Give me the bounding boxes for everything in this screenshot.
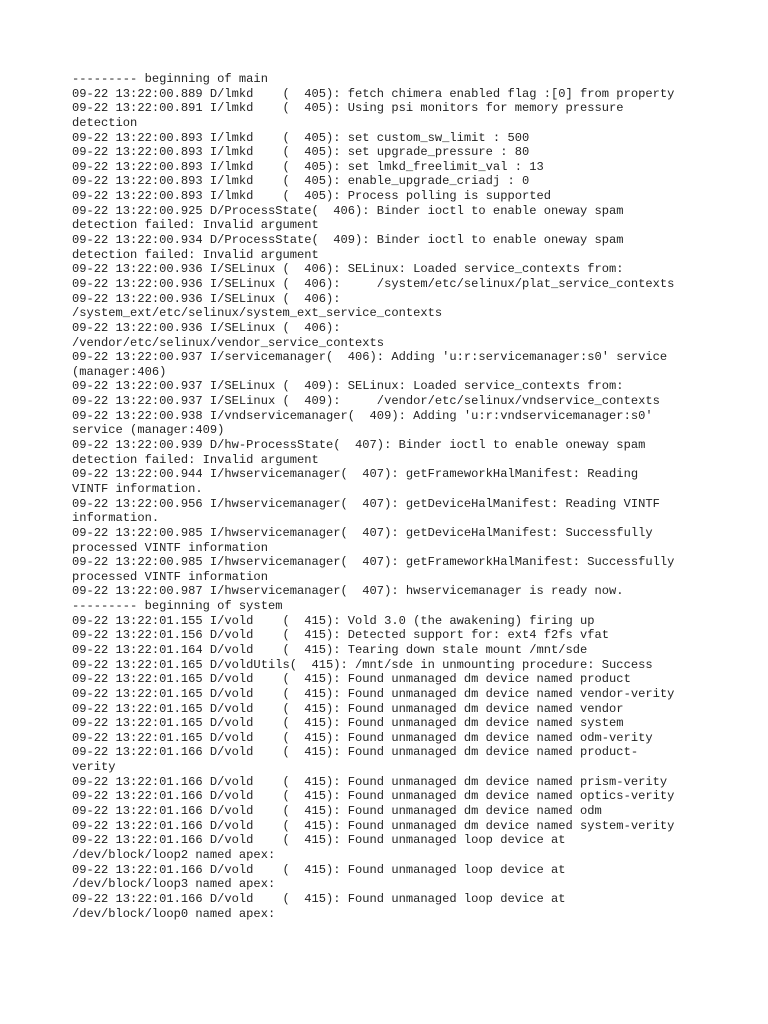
log-line: 09-22 13:22:01.165 D/vold ( 415): Found unmanaged dm device named system xyxy=(72,716,624,731)
log-line: service (manager:409) xyxy=(72,423,225,438)
log-line: processed VINTF information xyxy=(72,569,268,584)
log-line: 09-22 13:22:01.165 D/voldUtils( 415): /mnt/sde in unmounting procedure: Success xyxy=(72,657,653,672)
log-line: 09-22 13:22:00.936 I/SELinux ( 406): SELinux: Loaded service_contexts from: xyxy=(72,262,624,277)
log-line: 09-22 13:22:00.893 I/lmkd ( 405): set custom_sw_limit : 500 xyxy=(72,130,530,145)
log-line: detection failed: Invalid argument xyxy=(72,452,319,467)
log-line: 09-22 13:22:01.166 D/vold ( 415): Found unmanaged loop device at xyxy=(72,862,566,877)
log-line: 09-22 13:22:00.925 D/ProcessState( 406): Binder ioctl to enable oneway spam xyxy=(72,203,624,218)
log-line: 09-22 13:22:00.937 I/SELinux ( 409): /vendor/etc/selinux/vndservice_contexts xyxy=(72,394,660,409)
log-line: 09-22 13:22:01.155 I/vold ( 415): Vold 3.0 (the awakening) firing up xyxy=(72,613,595,628)
log-line: 09-22 13:22:01.166 D/vold ( 415): Found unmanaged dm device named product- xyxy=(72,745,639,760)
log-line: detection failed: Invalid argument xyxy=(72,247,319,262)
log-line: 09-22 13:22:00.985 I/hwservicemanager( 407): getDeviceHalManifest: Successfully xyxy=(72,525,653,540)
log-line: 09-22 13:22:01.166 D/vold ( 415): Found unmanaged dm device named prism-verity xyxy=(72,774,668,789)
log-line: 09-22 13:22:01.165 D/vold ( 415): Found unmanaged dm device named vendor xyxy=(72,701,624,716)
log-line: 09-22 13:22:00.987 I/hwservicemanager( 407): hwservicemanager is ready now. xyxy=(72,584,624,599)
log-line: /dev/block/loop2 named apex: xyxy=(72,847,276,862)
log-line: 09-22 13:22:01.166 D/vold ( 415): Found unmanaged loop device at xyxy=(72,891,566,906)
log-line: 09-22 13:22:01.166 D/vold ( 415): Found unmanaged dm device named odm xyxy=(72,804,602,819)
log-line: 09-22 13:22:01.165 D/vold ( 415): Found unmanaged dm device named product xyxy=(72,672,631,687)
log-line: 09-22 13:22:01.166 D/vold ( 415): Found unmanaged dm device named optics-verity xyxy=(72,789,675,804)
log-line: 09-22 13:22:01.165 D/vold ( 415): Found unmanaged dm device named odm-verity xyxy=(72,730,653,745)
log-line: /dev/block/loop3 named apex: xyxy=(72,877,276,892)
log-line: 09-22 13:22:00.938 I/vndservicemanager( 409): Adding 'u:r:vndservicemanager:s0' xyxy=(72,408,653,423)
log-line: /system_ext/etc/selinux/system_ext_service_contexts xyxy=(72,306,443,321)
log-line: 09-22 13:22:01.166 D/vold ( 415): Found unmanaged loop device at xyxy=(72,833,566,848)
log-line: 09-22 13:22:00.937 I/servicemanager( 406): Adding 'u:r:servicemanager:s0' service xyxy=(72,350,668,365)
log-line: 09-22 13:22:00.937 I/SELinux ( 409): SELinux: Loaded service_contexts from: xyxy=(72,379,624,394)
log-line: /vendor/etc/selinux/vendor_service_contexts xyxy=(72,335,385,350)
log-line: (manager:406) xyxy=(72,364,167,379)
log-line: information. xyxy=(72,511,160,526)
log-line: 09-22 13:22:00.889 D/lmkd ( 405): fetch chimera enabled flag :[0] from property xyxy=(72,86,675,101)
log-line: 09-22 13:22:00.956 I/hwservicemanager( 407): getDeviceHalManifest: Reading VINTF xyxy=(72,496,660,511)
log-line: 09-22 13:22:01.156 D/vold ( 415): Detected support for: ext4 f2fs vfat xyxy=(72,628,610,643)
log-line: 09-22 13:22:00.893 I/lmkd ( 405): enable_upgrade_criadj : 0 xyxy=(72,174,530,189)
log-document xyxy=(72,72,712,921)
log-line: detection failed: Invalid argument xyxy=(72,218,319,233)
log-line: 09-22 13:22:00.893 I/lmkd ( 405): set upgrade_pressure : 80 xyxy=(72,145,530,160)
log-line: 09-22 13:22:00.944 I/hwservicemanager( 407): getFrameworkHalManifest: Reading xyxy=(72,467,639,482)
log-line: 09-22 13:22:00.893 I/lmkd ( 405): set lmkd_freelimit_val : 13 xyxy=(72,159,544,174)
log-line: 09-22 13:22:00.893 I/lmkd ( 405): Process polling is supported xyxy=(72,189,551,204)
log-line: 09-22 13:22:00.934 D/ProcessState( 409): Binder ioctl to enable oneway spam xyxy=(72,233,624,248)
log-line: detection xyxy=(72,115,138,130)
log-line: 09-22 13:22:00.891 I/lmkd ( 405): Using psi monitors for memory pressure xyxy=(72,101,624,116)
log-line: verity xyxy=(72,760,116,775)
log-line: --------- beginning of main xyxy=(72,72,268,86)
log-line: 09-22 13:22:01.166 D/vold ( 415): Found unmanaged dm device named system-verity xyxy=(72,818,675,833)
log-line: processed VINTF information xyxy=(72,540,268,555)
log-line: VINTF information. xyxy=(72,481,203,496)
log-line: 09-22 13:22:00.936 I/SELinux ( 406): xyxy=(72,320,341,335)
log-line: /dev/block/loop0 named apex: xyxy=(72,906,276,921)
log-line: 09-22 13:22:01.164 D/vold ( 415): Tearing down stale mount /mnt/sde xyxy=(72,642,588,657)
log-line: --------- beginning of system xyxy=(72,599,283,614)
log-line: 09-22 13:22:00.939 D/hw-ProcessState( 407): Binder ioctl to enable oneway spam xyxy=(72,438,646,453)
log-line: 09-22 13:22:00.936 I/SELinux ( 406): xyxy=(72,291,341,306)
log-line: 09-22 13:22:00.936 I/SELinux ( 406): /system/etc/selinux/plat_service_contexts xyxy=(72,276,675,291)
log-line: 09-22 13:22:00.985 I/hwservicemanager( 407): getFrameworkHalManifest: Successfully xyxy=(72,555,675,570)
log-line: 09-22 13:22:01.165 D/vold ( 415): Found unmanaged dm device named vendor-verity xyxy=(72,686,675,701)
